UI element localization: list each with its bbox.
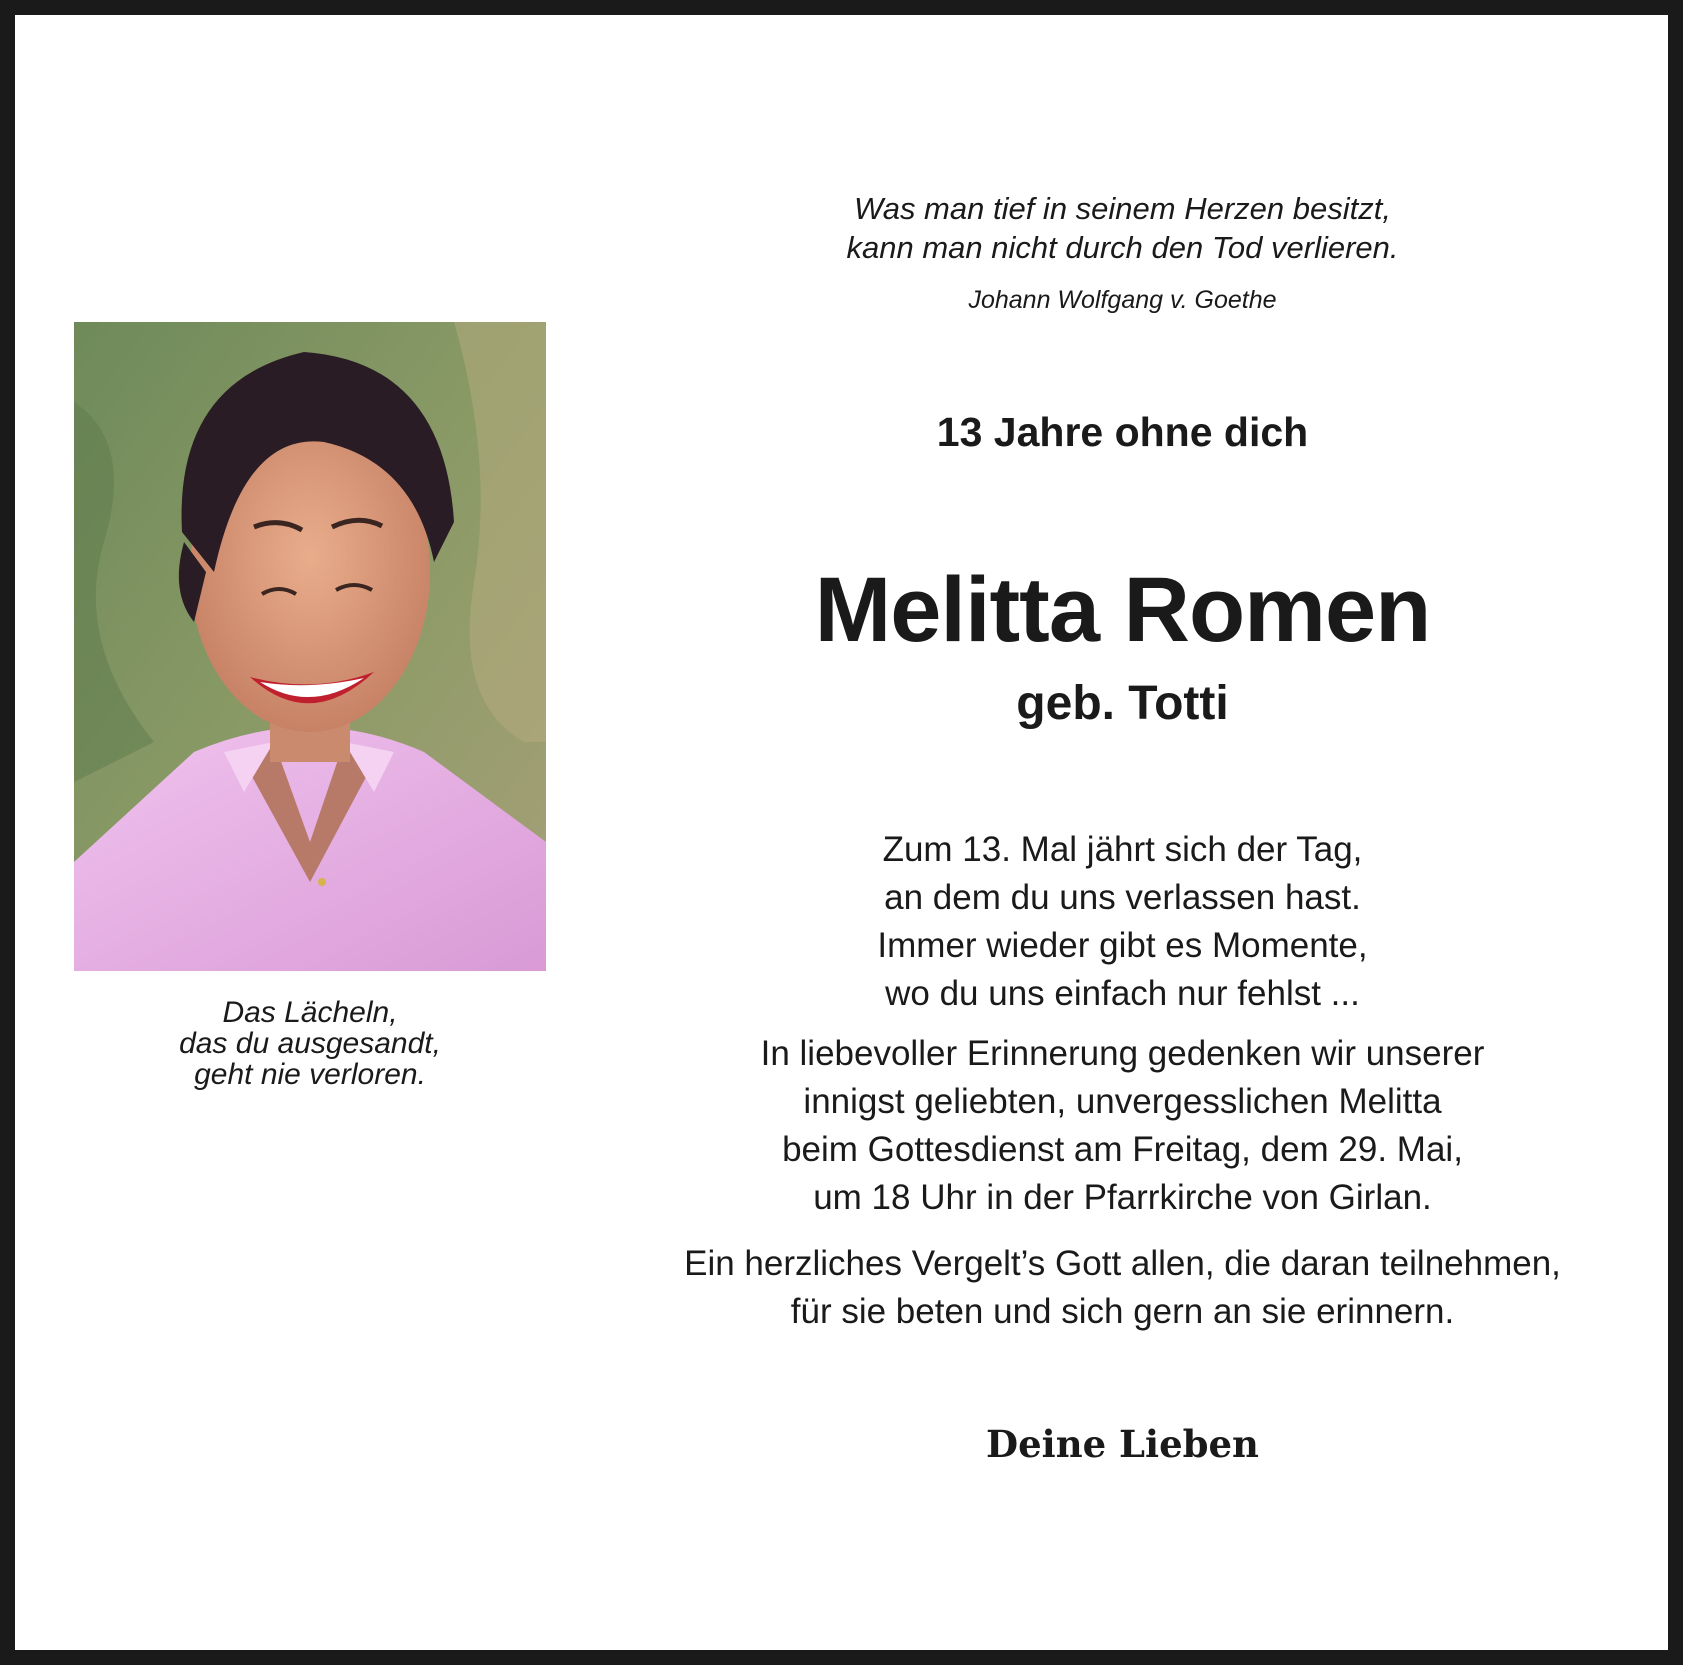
quote-author: Johann Wolfgang v. Goethe — [968, 286, 1277, 314]
photo-caption-line: geht nie verloren. — [194, 1058, 426, 1091]
photo-caption-line: das du ausgesandt, — [179, 1027, 441, 1060]
photo-caption — [74, 997, 546, 1090]
photo-caption-line: Das Lächeln, — [222, 996, 398, 1029]
quote-line: Was man tief in seinem Herzen besitzt, — [854, 191, 1391, 226]
paragraph-line: an dem du uns verlassen hast. — [884, 878, 1361, 917]
paragraph-line: Immer wieder gibt es Momente, — [877, 926, 1368, 965]
service-paragraph — [595, 1030, 1650, 1222]
deceased-name: Melitta Romen — [814, 559, 1431, 661]
goethe-quote — [595, 189, 1650, 267]
paragraph-line: In liebevoller Erinnerung gedenken wir unserer — [760, 1034, 1485, 1073]
birth-name: geb. Totti — [1016, 677, 1229, 730]
memorial-paragraph — [595, 826, 1650, 1018]
thanks-paragraph — [595, 1240, 1650, 1336]
paragraph-line: innigst geliebten, unvergesslichen Melitta — [803, 1082, 1442, 1121]
anniversary-heading: 13 Jahre ohne dich — [936, 409, 1309, 455]
paragraph-line: für sie beten und sich gern an sie erinnern. — [790, 1292, 1455, 1331]
quote-line: kann man nicht durch den Tod verlieren. — [846, 230, 1399, 265]
paragraph-line: wo du uns einfach nur fehlst ... — [885, 974, 1360, 1013]
paragraph-line: beim Gottesdienst am Freitag, dem 29. Mai, — [782, 1130, 1463, 1169]
paragraph-line: um 18 Uhr in der Pfarrkirche von Girlan. — [813, 1178, 1432, 1217]
paragraph-line: Zum 13. Mal jährt sich der Tag, — [882, 830, 1363, 869]
signature: Deine Lieben — [986, 1422, 1259, 1466]
portrait-photo — [74, 322, 546, 971]
paragraph-line: Ein herzliches Vergelt’s Gott allen, die daran teilnehmen, — [684, 1244, 1561, 1283]
